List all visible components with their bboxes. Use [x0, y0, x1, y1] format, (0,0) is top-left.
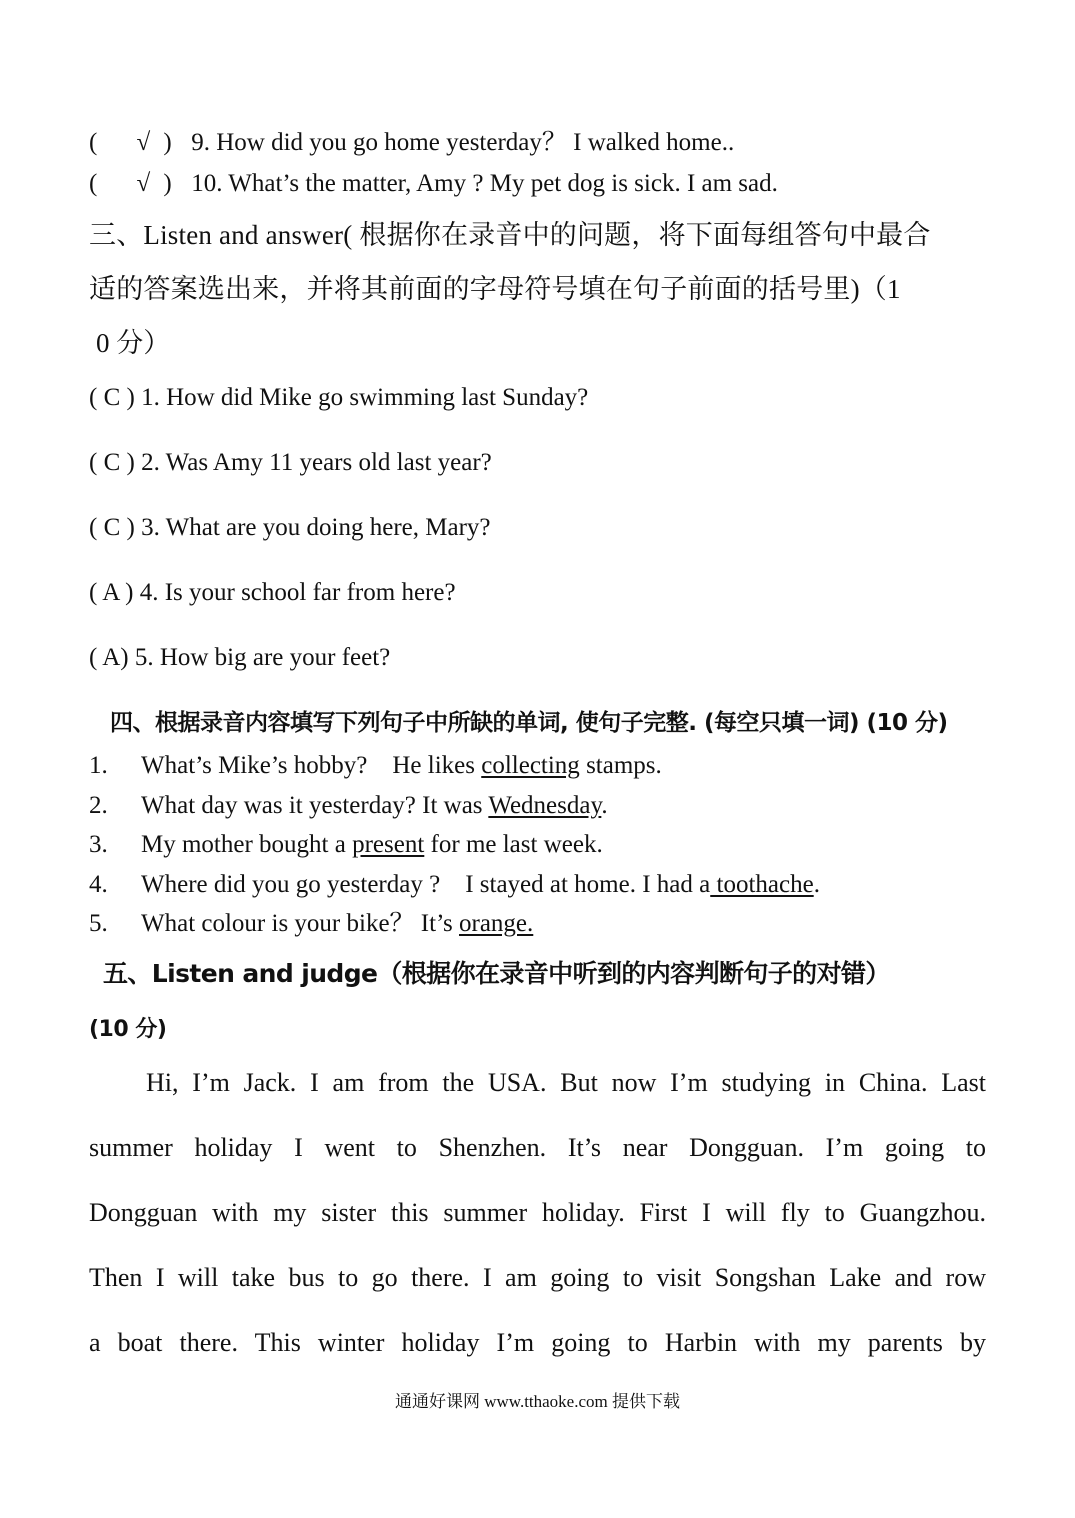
answer-item-1: ( C ) 1. How did Mike go swimming last Sunday? [89, 384, 589, 411]
answer-word: collecting [481, 752, 580, 779]
answer-item-2: ( C ) 2. Was Amy 11 years old last year? [89, 449, 492, 476]
item-number: 5. [89, 910, 108, 937]
passage-line-2: summer holiday I went to Shenzhen. It’s near Dongguan. I’m going to [89, 1133, 986, 1162]
fill-item-2: 2. What day was it yesterday? It was Wednesday. [89, 790, 608, 822]
judge-item-10 [89, 168, 778, 200]
item-number: 3. [89, 831, 108, 858]
section-5-heading-line-2: (10 分) [89, 1017, 167, 1042]
answer-word: Wednesday [488, 792, 602, 819]
question-text: 10. What’s the matter, Amy ? My pet dog is sick. I am sad. [191, 170, 778, 197]
item-number: 2. [89, 792, 108, 819]
fill-item-1: 1. What’s Mike’s hobby? He likes collecting stamps. [89, 750, 662, 782]
question-text: 9. How did you go home yesterday？ I walked home.. [191, 129, 735, 156]
answer-word: orange. [459, 910, 534, 937]
item-number: 4. [89, 871, 108, 898]
passage-line-3: Dongguan with my sister this summer holiday. First I will fly to Guangzhou. [89, 1198, 986, 1227]
answer-item-5: ( A) 5. How big are your feet? [89, 644, 391, 671]
page-footer: 通通好课网 www.tthaoke.com 提供下载 [394, 1392, 681, 1411]
check-mark: √ [136, 129, 151, 156]
passage-line-4: Then I will take bus to go there. I am going to visit Songshan Lake and row [89, 1263, 986, 1292]
passage-line-1: Hi, I’m Jack. I am from the USA. But now I’m studying in China. Last [146, 1068, 986, 1097]
answer-item-4: ( A ) 4. Is your school far from here? [89, 579, 456, 606]
answer-bracket: ( √ ) [89, 168, 185, 200]
fill-item-5: 5. What colour is your bike？ It’s orange. [89, 908, 533, 940]
section-3-heading-line-1: 三、Listen and answer( 根据你在录音中的问题，将下面每组答句中最合 [89, 220, 931, 250]
passage-line-5: a boat there. This winter holiday I’m going to Harbin with my parents by [89, 1328, 986, 1357]
item-number: 1. [89, 752, 108, 779]
section-3-heading-line-2: 适的答案选出来，并将其前面的字母符号填在句子前面的括号里)（1 [89, 274, 901, 304]
judge-item-9 [89, 127, 734, 159]
fill-item-4: 4. Where did you go yesterday ? I stayed at home. I had a toothache. [89, 869, 820, 901]
section-3-heading-line-3: 0 分） [96, 328, 171, 358]
answer-word: present [352, 831, 425, 858]
answer-item-3: ( C ) 3. What are you doing here, Mary? [89, 514, 491, 541]
section-4-heading: 四、根据录音内容填写下列句子中所缺的单词, 使句子完整. (每空只填一词) (10 分) [110, 710, 948, 736]
check-mark: √ [136, 170, 151, 197]
section-5-heading-line-1: 五、Listen and judge（根据你在录音中听到的内容判断句子的对错） [103, 959, 890, 988]
answer-word: toothache [710, 871, 814, 898]
answer-bracket: ( √ ) [89, 127, 185, 159]
fill-item-3: 3. My mother bought a present for me last week. [89, 829, 603, 861]
